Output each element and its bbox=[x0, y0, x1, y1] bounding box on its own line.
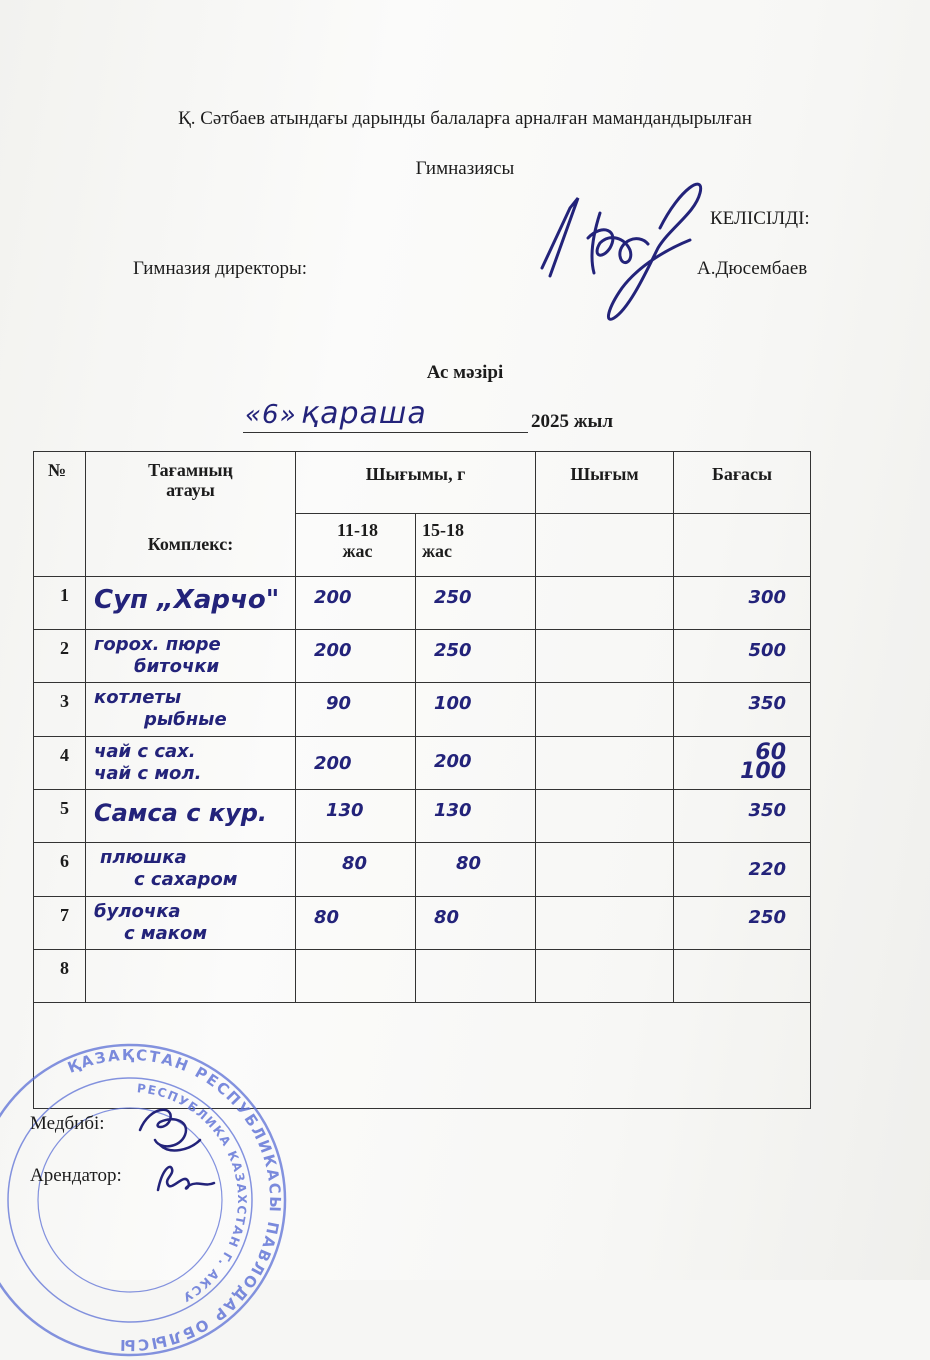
director-label: Гимназия директоры: bbox=[133, 258, 308, 279]
row-output bbox=[536, 683, 674, 737]
table-row bbox=[34, 683, 811, 737]
row-dish bbox=[86, 950, 296, 1003]
row-dish-line2: рыбные bbox=[144, 709, 227, 730]
table-row bbox=[34, 577, 811, 630]
header-price-empty bbox=[674, 514, 811, 577]
row-dish-line2: биточки bbox=[134, 656, 220, 677]
row-weight-15-18: 200 bbox=[416, 737, 536, 790]
director-signature bbox=[530, 168, 720, 328]
header-yield: Шығымы, г bbox=[296, 452, 536, 514]
header-output: Шығым bbox=[536, 452, 674, 514]
row-weight-11-18: 80 bbox=[296, 897, 416, 950]
nurse-label: Медбибі: bbox=[30, 1113, 105, 1134]
stamp-outer-text: ҚАЗАҚСТАН РЕСПУБЛИКАСЫ ПАВЛОДАР ОБЛЫСЫ bbox=[64, 1045, 285, 1355]
stamp-inner-text: РЕСПУБЛИКА КАЗАХСТАН Г. АКСУ bbox=[136, 1081, 250, 1306]
header-age-15-18 bbox=[416, 514, 536, 577]
school-name-line2: Гимназиясы bbox=[415, 158, 515, 179]
row-price-line1: 220 bbox=[748, 859, 787, 880]
agreed-label: КЕЛІСІЛДІ: bbox=[710, 208, 810, 229]
date-month: қараша bbox=[301, 396, 427, 431]
row-output bbox=[536, 790, 674, 843]
header-complex: Комплекс: bbox=[147, 534, 234, 554]
header-age2-line1: 15-18 bbox=[422, 520, 464, 540]
table-row bbox=[34, 737, 811, 790]
date-year: 2025 жыл bbox=[531, 411, 614, 432]
row-weight-11-18 bbox=[296, 950, 416, 1003]
row-number: 2 bbox=[34, 630, 86, 683]
school-name-line1: Қ. Сәтбаев атындағы дарынды балаларға арналған мамандандырылған bbox=[178, 108, 752, 129]
header-age2-line2: жас bbox=[422, 541, 453, 561]
row-weight-11-18: 90 bbox=[296, 683, 416, 737]
row-dish bbox=[86, 630, 296, 683]
row-dish-line2: с маком bbox=[124, 923, 208, 944]
row-weight-15-18: 80 bbox=[416, 843, 536, 897]
row-output bbox=[536, 737, 674, 790]
row-dish bbox=[86, 790, 296, 843]
row-price bbox=[674, 577, 811, 630]
row-weight-15-18: 80 bbox=[416, 897, 536, 950]
row-price bbox=[674, 737, 811, 790]
row-price-line1: 300 bbox=[748, 587, 787, 608]
table-header-row bbox=[34, 452, 811, 514]
header-dish bbox=[86, 452, 296, 577]
row-price-line1: 350 bbox=[748, 800, 787, 821]
tenant-label: Арендатор: bbox=[30, 1165, 122, 1186]
header-no: № bbox=[34, 452, 86, 577]
row-dish bbox=[86, 683, 296, 737]
table-row bbox=[34, 630, 811, 683]
row-output bbox=[536, 630, 674, 683]
table-row bbox=[34, 897, 811, 950]
row-price bbox=[674, 950, 811, 1003]
menu-title: Ас мәзірі bbox=[426, 362, 504, 383]
director-name: А.Дюсембаев bbox=[697, 258, 808, 279]
row-number: 4 bbox=[34, 737, 86, 790]
header-age1-line1: 11-18 bbox=[336, 520, 378, 540]
row-number: 8 bbox=[34, 950, 86, 1003]
row-dish-line1: горох. пюре bbox=[94, 634, 221, 655]
row-output bbox=[536, 897, 674, 950]
row-weight-15-18: 100 bbox=[416, 683, 536, 737]
row-weight-11-18: 80 bbox=[296, 843, 416, 897]
row-dish-line1: Самса с кур. bbox=[94, 799, 268, 827]
row-dish-line1: булочка bbox=[94, 901, 181, 922]
row-dish-line1: чай с сах. bbox=[94, 741, 196, 762]
row-price-line1: 500 bbox=[748, 640, 787, 661]
row-weight-11-18: 130 bbox=[296, 790, 416, 843]
row-dish-line1: плюшка bbox=[100, 847, 187, 868]
row-price bbox=[674, 843, 811, 897]
row-price bbox=[674, 630, 811, 683]
row-price bbox=[674, 897, 811, 950]
row-weight-15-18: 130 bbox=[416, 790, 536, 843]
row-output bbox=[536, 577, 674, 630]
row-dish-line1: котлеты bbox=[94, 687, 182, 708]
row-number: 6 bbox=[34, 843, 86, 897]
row-weight-11-18: 200 bbox=[296, 737, 416, 790]
row-number: 3 bbox=[34, 683, 86, 737]
row-price bbox=[674, 790, 811, 843]
row-number: 5 bbox=[34, 790, 86, 843]
row-dish bbox=[86, 737, 296, 790]
row-price-line1: 350 bbox=[748, 693, 787, 714]
menu-table bbox=[33, 451, 811, 1109]
row-weight-11-18: 200 bbox=[296, 630, 416, 683]
row-dish-line2: с сахаром bbox=[134, 869, 238, 890]
row-dish-line1: Суп „Харчо" bbox=[94, 585, 280, 615]
row-weight-15-18 bbox=[416, 950, 536, 1003]
row-dish bbox=[86, 843, 296, 897]
header-output-empty bbox=[536, 514, 674, 577]
table-row bbox=[34, 843, 811, 897]
row-dish-line2: чай с мол. bbox=[94, 763, 202, 784]
row-number: 1 bbox=[34, 577, 86, 630]
row-price bbox=[674, 683, 811, 737]
tenant-signature bbox=[150, 1155, 220, 1200]
row-price-line1: 250 bbox=[748, 907, 787, 928]
header-age1-line2: жас bbox=[342, 541, 373, 561]
header-age-11-18 bbox=[296, 514, 416, 577]
row-weight-15-18: 250 bbox=[416, 577, 536, 630]
header-price: Бағасы bbox=[674, 452, 811, 514]
date-day: «6» bbox=[245, 400, 297, 430]
row-weight-15-18: 250 bbox=[416, 630, 536, 683]
date-line bbox=[243, 398, 528, 433]
row-output bbox=[536, 950, 674, 1003]
row-number: 7 bbox=[34, 897, 86, 950]
row-dish bbox=[86, 577, 296, 630]
row-price-line1: 60 bbox=[755, 740, 787, 765]
row-dish bbox=[86, 897, 296, 950]
organization-stamp bbox=[0, 1040, 290, 1360]
header-dish-line1: Тағамның bbox=[148, 460, 233, 480]
header-dish-line2: атауы bbox=[166, 480, 215, 500]
table-row bbox=[34, 790, 811, 843]
row-weight-11-18: 200 bbox=[296, 577, 416, 630]
nurse-signature bbox=[130, 1100, 210, 1160]
row-output bbox=[536, 843, 674, 897]
table-row bbox=[34, 950, 811, 1003]
row-price-line2: 100 bbox=[740, 759, 787, 784]
